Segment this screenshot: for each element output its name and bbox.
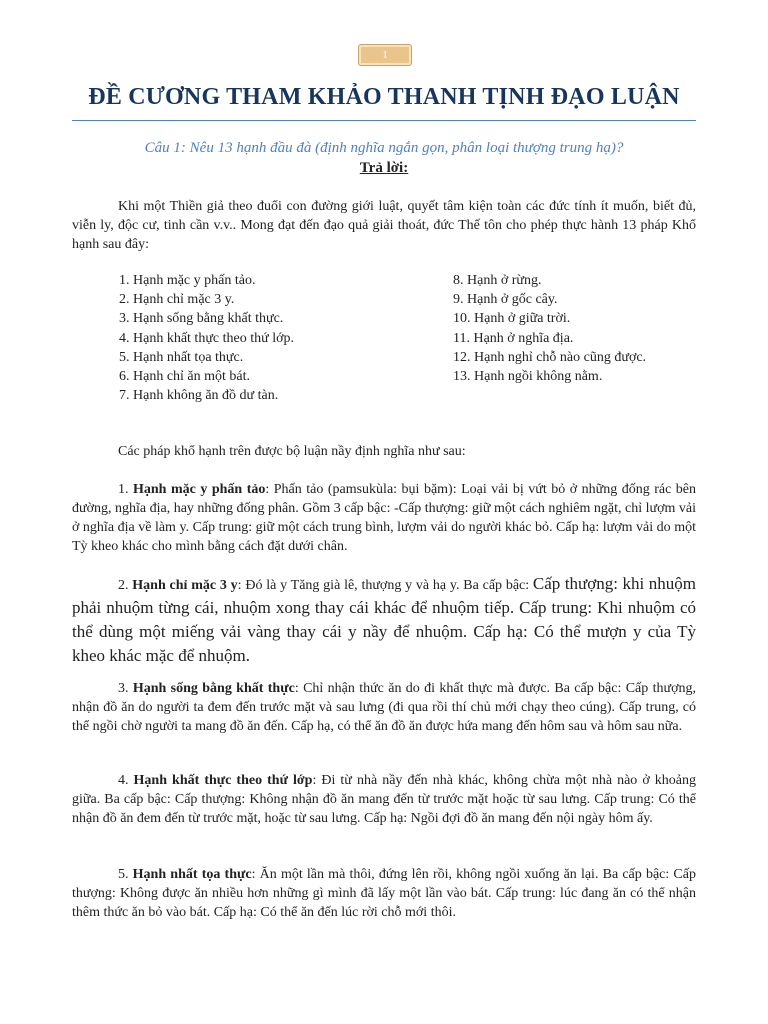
item-term: Hạnh sống bằng khất thực xyxy=(132,681,295,696)
item-number: 1. xyxy=(118,482,133,497)
list-item: 13. Hạnh ngồi không nằm. xyxy=(453,369,603,385)
answer-label: Trả lời: xyxy=(359,160,409,176)
item-text-large: Cấp thượng: khi nhuộm phải nhuộm từng cái, nhuộm xong thay cái khác để nhuộm tiếp. Cấp trung: Khi nhuộm có thể dùng một miếng vải vàng thay cái y nầy để nhuộm. Cấp hạ: Có thể mượn y của Tỳ kheo khác mặc để nhuộm. xyxy=(72,574,697,665)
list-item: 4. Hạnh khất thực theo thứ lớp. xyxy=(119,330,294,346)
list-item: 7. Hạnh không ăn đồ dư tàn. xyxy=(119,388,279,404)
list-item: 12. Hạnh nghỉ chỗ nào cũng được. xyxy=(453,349,647,365)
item-text: : Đi từ nhà nầy đến nhà khác, không chừa một nhà nào ở khoảng giữa. Ba cấp bậc: Cấp thượng: Không nhận đồ ăn mang đến từ trước mặt hoặc từ sau lưng. Cấp trung: Có thể nhận đồ ăn đem đến từ trước mặt, hoặc từ sau lưng. Cấp hạ: Ngồi đợi đồ ăn mang đến nội ngày hôm ấy. xyxy=(72,773,697,826)
item-number: 4. xyxy=(118,773,134,788)
list-item: 5. Hạnh nhất tọa thực. xyxy=(119,349,244,365)
practice-list-left xyxy=(119,271,294,405)
item-term: Hạnh chỉ mặc 3 y xyxy=(132,578,238,593)
definition-item-3 xyxy=(72,679,696,736)
question-heading: Câu 1: Nêu 13 hạnh đầu đà (định nghĩa ngắn gọn, phân loại thượng trung hạ)? xyxy=(144,140,624,156)
definition-item-5 xyxy=(72,865,696,922)
list-item: 2. Hạnh chỉ mặc 3 y. xyxy=(119,292,235,308)
item-number: 2. xyxy=(118,578,133,593)
item-term: Hạnh mặc y phấn tảo xyxy=(133,482,266,497)
practice-list-right xyxy=(453,271,646,386)
item-number: 5. xyxy=(118,867,133,882)
list-item: 8. Hạnh ở rừng. xyxy=(453,273,542,288)
item-number: 3. xyxy=(118,681,133,696)
item-term: Hạnh khất thực theo thứ lớp xyxy=(133,773,313,788)
item-text: : Phấn tảo (pamsukùla: bụi bặm): Loại vải bị vứt bỏ ở những đống rác bên đường, nghĩa địa, hay những đống phân. Gồm 3 cấp bậc: -Cấp thượng: giữ một cách nghiêm ngặt, chỉ lượm vải ở nghĩa địa về làm y. Cấp trung: giữ một cách trung bình, lượm vải do người khác bỏ. Cấp hạ: lượm vải do một Tỳ kheo khác cho mình bằng cách đặt dưới chân. xyxy=(72,482,697,554)
intro-paragraph: Khi một Thiền giả theo đuổi con đường giới luật, quyết tâm kiện toàn các đức tính ít muốn, biết đủ, viễn ly, độc cư, tinh cần v.v.. Mong đạt đến đạo quả giải thoát, đức Thế tôn cho phép thực hành 13 pháp Khổ hạnh sau đây: xyxy=(72,199,696,252)
title-underline xyxy=(72,120,696,121)
page-number-badge: 1 xyxy=(358,44,412,66)
list-item: 11. Hạnh ở nghĩa địa. xyxy=(453,330,574,346)
document-title: ĐỀ CƯƠNG THAM KHẢO THANH TỊNH ĐẠO LUẬN xyxy=(88,84,680,110)
definition-item-4 xyxy=(72,771,696,828)
list-item: 1. Hạnh mặc y phấn tảo. xyxy=(119,273,256,288)
list-item: 9. Hạnh ở gốc cây. xyxy=(453,292,558,308)
item-text: : Ăn một lần mà thôi, đứng lên rồi, không ngồi xuống ăn lại. Ba cấp bậc: Cấp thượng: Không được ăn nhiều hơn những gì mình đã lấy một lần vào bát. Cấp trung: lúc đang ăn có thể nhận thêm thức ăn bỏ vào bát. Cấp hạ: Có thể ăn đến lúc rời chỗ mới thôi. xyxy=(72,867,696,920)
item-term: Hạnh nhất tọa thực xyxy=(132,867,252,882)
definition-item-1 xyxy=(72,480,696,556)
item-text: : Chỉ nhận thức ăn do đi khất thực mà được. Ba cấp bậc: Cấp thượng, nhận đồ ăn do người ta đem đến trước mặt và sau lưng (đi qua rồi thí chủ mới chạy theo cúng). Cấp trung, có thể ngồi chờ người ta mang đồ ăn đến. Cấp hạ, có thể ăn đồ ăn được hứa mang đến hôm sau và hôm sau nữa. xyxy=(72,681,697,734)
list-item: 6. Hạnh chỉ ăn một bát. xyxy=(119,369,251,385)
list-item: 3. Hạnh sống bằng khất thực. xyxy=(119,311,284,327)
list-item: 10. Hạnh ở giữa trời. xyxy=(453,311,571,327)
item-text: : Đó là y Tăng già lê, thượng y và hạ y. Ba cấp bậc: xyxy=(237,578,533,593)
definition-intro: Các pháp khổ hạnh trên được bộ luận nầy định nghĩa như sau: xyxy=(118,444,466,459)
definition-item-2 xyxy=(72,573,696,669)
